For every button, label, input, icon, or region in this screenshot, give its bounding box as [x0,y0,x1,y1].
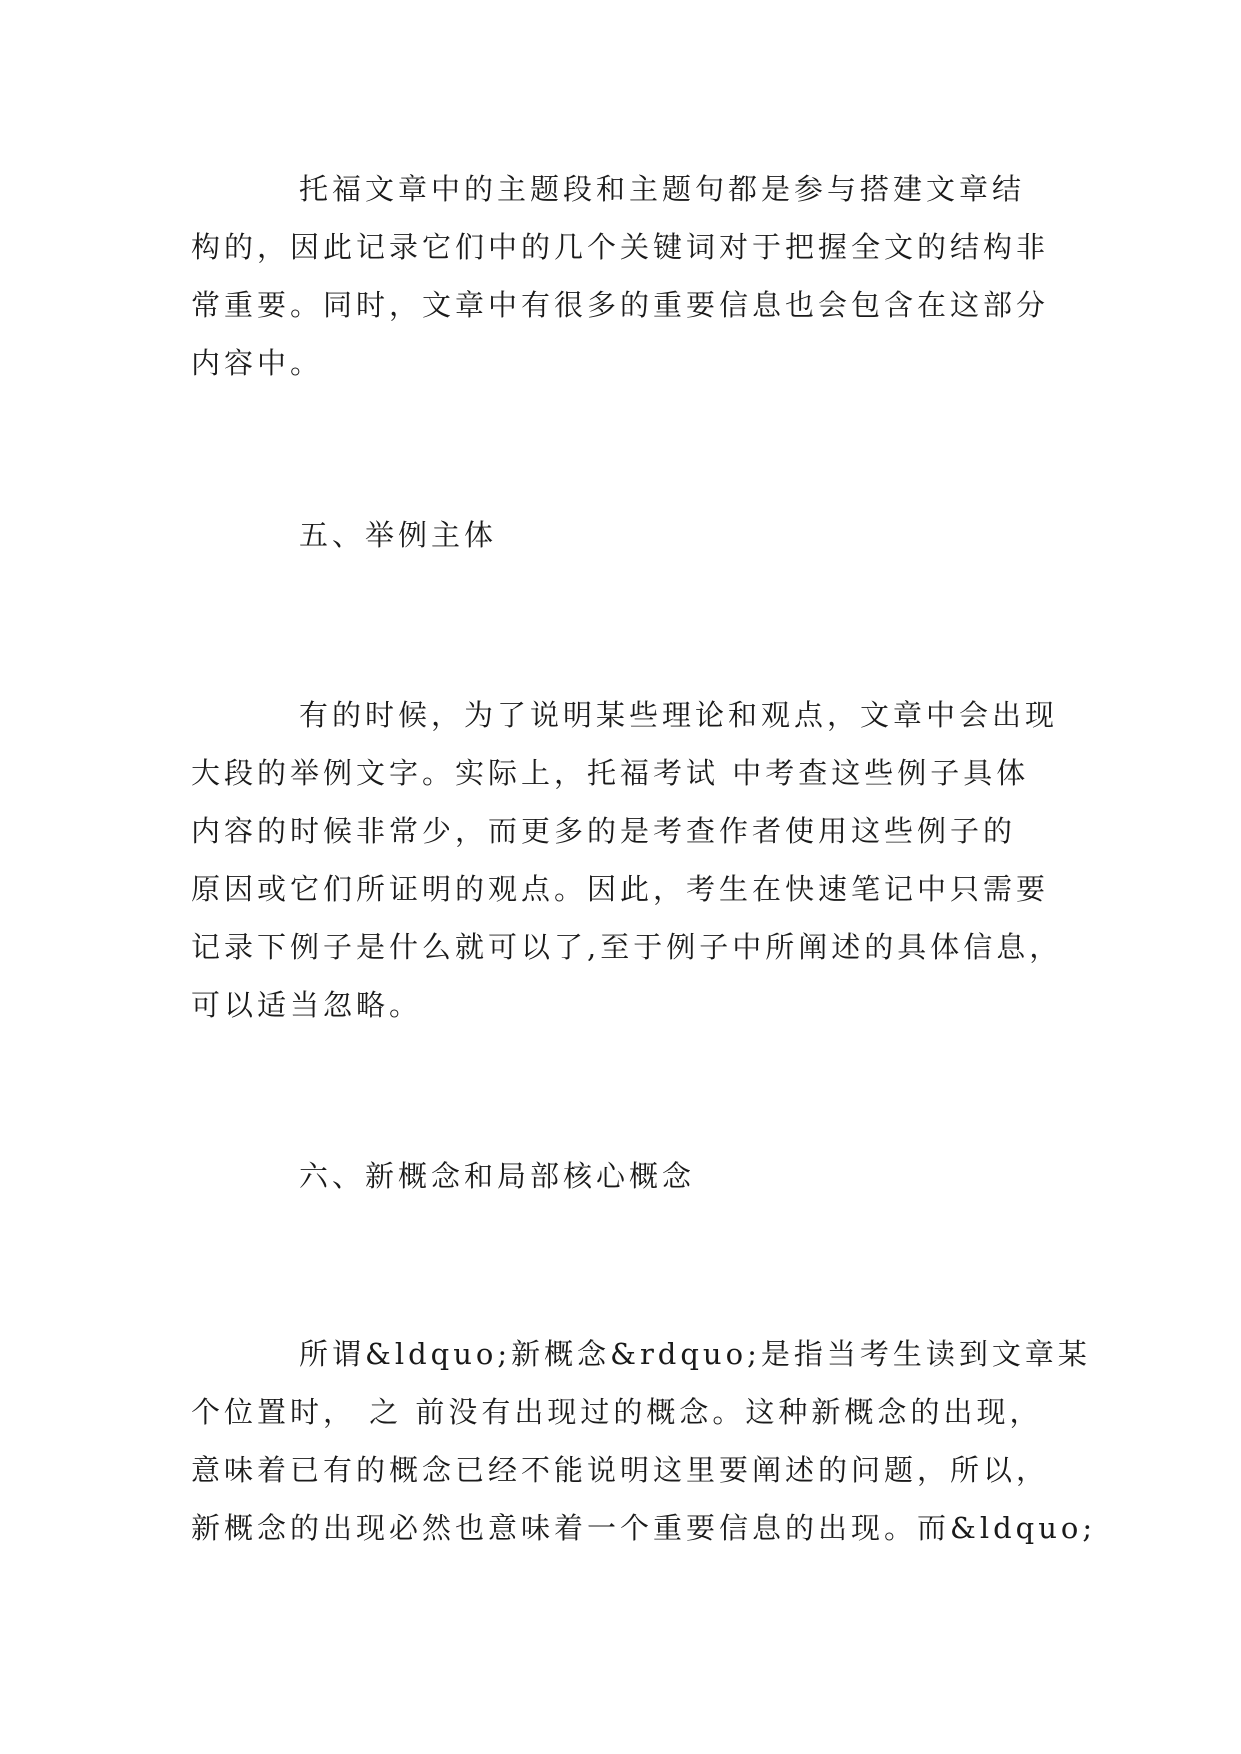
paragraph-line: 有的时候，为了说明某些理论和观点，文章中会出现 [299,698,1059,732]
paragraph-line: 个位置时， 之 前没有出现过的概念。这种新概念的出现， [191,1395,1043,1429]
paragraph-line: 意味着已有的概念已经不能说明这里要阐述的问题，所以， [191,1453,1050,1487]
section-heading-6: 六、新概念和局部核心概念 [299,1159,696,1193]
paragraph-line: 大段的举例文字。实际上，托福考试 中考查这些例子具体 [191,756,1030,790]
paragraph-line: 可以适当忽略。 [191,988,423,1022]
paragraph-line: 记录下例子是什么就可以了,至于例子中所阐述的具体信息， [191,930,1063,964]
paragraph-3 [191,1325,1097,1557]
section-heading-5: 五、举例主体 [299,518,498,552]
paragraph-2 [191,686,1071,1034]
paragraph-line: 内容的时候非常少，而更多的是考查作者使用这些例子的 [191,814,1017,848]
paragraph-line: 常重要。同时，文章中有很多的重要信息也会包含在这部分 [191,288,1050,322]
paragraph-line: 所谓&ldquo;新概念&rdquo;是指当考生读到文章某 [299,1337,1091,1371]
paragraph-line: 构的，因此记录它们中的几个关键词对于把握全文的结构非 [191,230,1050,264]
paragraph-line: 内容中。 [191,346,324,380]
paragraph-1 [191,160,1071,392]
paragraph-line: 原因或它们所证明的观点。因此，考生在快速笔记中只需要 [191,872,1050,906]
paragraph-line: 托福文章中的主题段和主题句都是参与搭建文章结 [299,172,1026,206]
paragraph-line: 新概念的出现必然也意味着一个重要信息的出现。而&ldquo; [191,1511,1097,1545]
